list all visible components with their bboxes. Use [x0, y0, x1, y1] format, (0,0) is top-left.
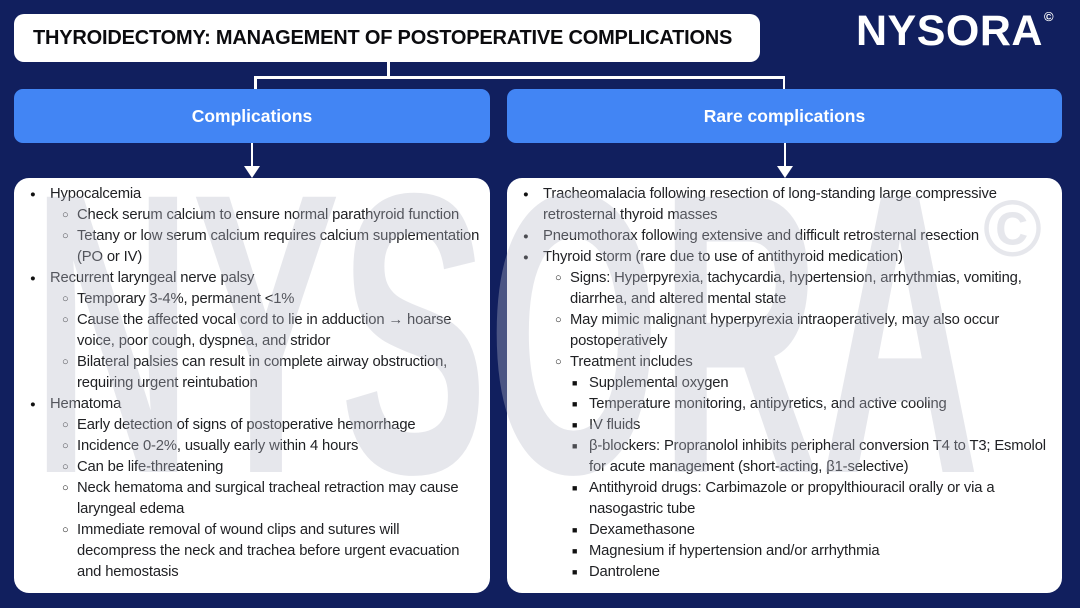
watermark-text: NYSORA [32, 110, 980, 557]
list-item [572, 373, 1054, 394]
circle-bullet-icon: ○ [555, 356, 562, 368]
page-title: THYROIDECTOMY: MANAGEMENT OF POSTOPERATIVE COMPLICATIONS [33, 26, 733, 49]
disc-bullet-icon: ● [30, 189, 36, 200]
square-bullet-icon: ■ [572, 441, 578, 451]
list-item-text: IV fluids [589, 417, 641, 433]
circle-bullet-icon: ○ [62, 314, 69, 326]
list-item [572, 415, 1054, 436]
arrow-left-shaft [251, 143, 254, 167]
circle-bullet-icon: ○ [62, 524, 69, 536]
list-item-text: Supplemental oxygen [589, 375, 729, 391]
list-item-text: Tetany or low serum calcium requires calcium supplementation (PO or IV) [77, 228, 480, 265]
list-item-text: Incidence 0-2%, usually early within 4 hours [77, 438, 359, 454]
disc-bullet-icon: ● [523, 252, 529, 263]
circle-bullet-icon: ○ [62, 419, 69, 431]
rare-complications-list [523, 184, 1054, 583]
list-item-text: Pneumothorax following extensive and difficult retrosternal resection [543, 228, 979, 244]
title-box [14, 14, 760, 62]
list-item-text: Check serum calcium to ensure normal parathyroid function [77, 207, 460, 223]
brand-copyright-mark: © [1043, 9, 1055, 24]
circle-bullet-icon: ○ [62, 209, 69, 221]
list-item [555, 310, 1054, 352]
list-item-text: Temporary 3-4%, permanent <1% [77, 291, 295, 307]
circle-bullet-icon: ○ [62, 461, 69, 473]
list-item-text: Temperature monitoring, antipyretics, and active cooling [589, 396, 947, 412]
list-item-text: β-blockers: Propranolol inhibits peripheral conversion T4 to T3; Esmolol for acute management (short-acting, β1-selective) [589, 438, 1046, 475]
list-item-text: Antithyroid drugs: Carbimazole or propylthiouracil orally or via a nasogastric tube [589, 480, 995, 517]
list-item-text: May mimic malignant hyperpyrexia intraoperatively, may also occur postoperatively [570, 312, 1000, 349]
arrow-right-head-icon [777, 166, 793, 178]
list-item [523, 226, 1054, 247]
arrow-left-head-icon [244, 166, 260, 178]
circle-bullet-icon: ○ [62, 293, 69, 305]
list-item [572, 520, 1054, 541]
watermark-copyright-mark: © [983, 184, 1042, 273]
square-bullet-icon: ■ [572, 525, 578, 535]
brand-name: NYSORA [856, 7, 1043, 55]
list-item [62, 205, 482, 226]
panel-complications [14, 178, 490, 593]
list-item-text: Treatment includes [570, 354, 693, 370]
list-item [62, 520, 482, 583]
list-item [523, 247, 1054, 583]
list-item [572, 394, 1054, 415]
header-complications-label: Complications [191, 105, 313, 126]
square-bullet-icon: ■ [572, 567, 578, 577]
list-item [572, 478, 1054, 520]
list-item-text: Neck hematoma and surgical tracheal retraction may cause laryngeal edema [77, 480, 459, 517]
list-item [62, 436, 482, 457]
square-bullet-icon: ■ [572, 420, 578, 430]
list-item [572, 541, 1054, 562]
list-item-text: Can be life-threatening [77, 459, 224, 475]
brand-logo [856, 8, 1053, 55]
header-rare-complications-label: Rare complications [703, 105, 866, 126]
circle-bullet-icon: ○ [62, 440, 69, 452]
list-item [62, 415, 482, 436]
list-item [572, 562, 1054, 583]
panel-rare-complications [507, 178, 1062, 593]
list-item [62, 310, 482, 352]
disc-bullet-icon: ● [523, 189, 529, 200]
list-item-text: Thyroid storm (rare due to use of antithyroid medication) [543, 249, 903, 265]
list-item [555, 268, 1054, 310]
header-rare-complications [507, 89, 1062, 143]
list-item [555, 352, 1054, 583]
connector-horizontal-line [254, 76, 785, 79]
list-item [30, 394, 482, 583]
list-item [523, 184, 1054, 226]
circle-bullet-icon: ○ [62, 356, 69, 368]
square-bullet-icon: ■ [572, 399, 578, 409]
square-bullet-icon: ■ [572, 378, 578, 388]
header-complications [14, 89, 490, 143]
list-item [62, 226, 482, 268]
list-item-text: Signs: Hyperpyrexia, tachycardia, hypertension, arrhythmias, vomiting, diarrhea, and altered mental state [570, 270, 1022, 307]
circle-bullet-icon: ○ [62, 230, 69, 242]
list-item [62, 478, 482, 520]
disc-bullet-icon: ● [523, 231, 529, 242]
disc-bullet-icon: ● [30, 399, 36, 410]
list-item-text: Tracheomalacia following resection of long-standing large compressive retrosternal thyroid masses [543, 186, 997, 223]
list-item-text: Cause the affected vocal cord to lie in adduction → hoarse voice, poor cough, dyspnea, and stridor [77, 312, 452, 349]
list-item [62, 289, 482, 310]
list-item-text: Early detection of signs of postoperative hemorrhage [77, 417, 416, 433]
list-item-text: Dantrolene [589, 564, 660, 580]
list-item-text: Recurrent laryngeal nerve palsy [50, 270, 255, 286]
circle-bullet-icon: ○ [62, 482, 69, 494]
square-bullet-icon: ■ [572, 483, 578, 493]
complications-list [30, 184, 482, 583]
list-item-text: Hypocalcemia [50, 186, 142, 202]
list-item-text: Magnesium if hypertension and/or arrhythmia [589, 543, 880, 559]
list-item [30, 268, 482, 394]
circle-bullet-icon: ○ [555, 272, 562, 284]
list-item-text: Immediate removal of wound clips and sutures will decompress the neck and trachea before urgent evacuation and hemostasis [77, 522, 460, 580]
list-item-text: Dexamethasone [589, 522, 695, 538]
list-item [62, 352, 482, 394]
arrow-right-shaft [784, 143, 787, 167]
list-item-text: Hematoma [50, 396, 122, 412]
list-item [572, 436, 1054, 478]
list-item [30, 184, 482, 268]
circle-bullet-icon: ○ [555, 314, 562, 326]
list-item-text: Bilateral palsies can result in complete airway obstruction, requiring urgent reintubation [77, 354, 448, 391]
disc-bullet-icon: ● [30, 273, 36, 284]
list-item [62, 457, 482, 478]
square-bullet-icon: ■ [572, 546, 578, 556]
